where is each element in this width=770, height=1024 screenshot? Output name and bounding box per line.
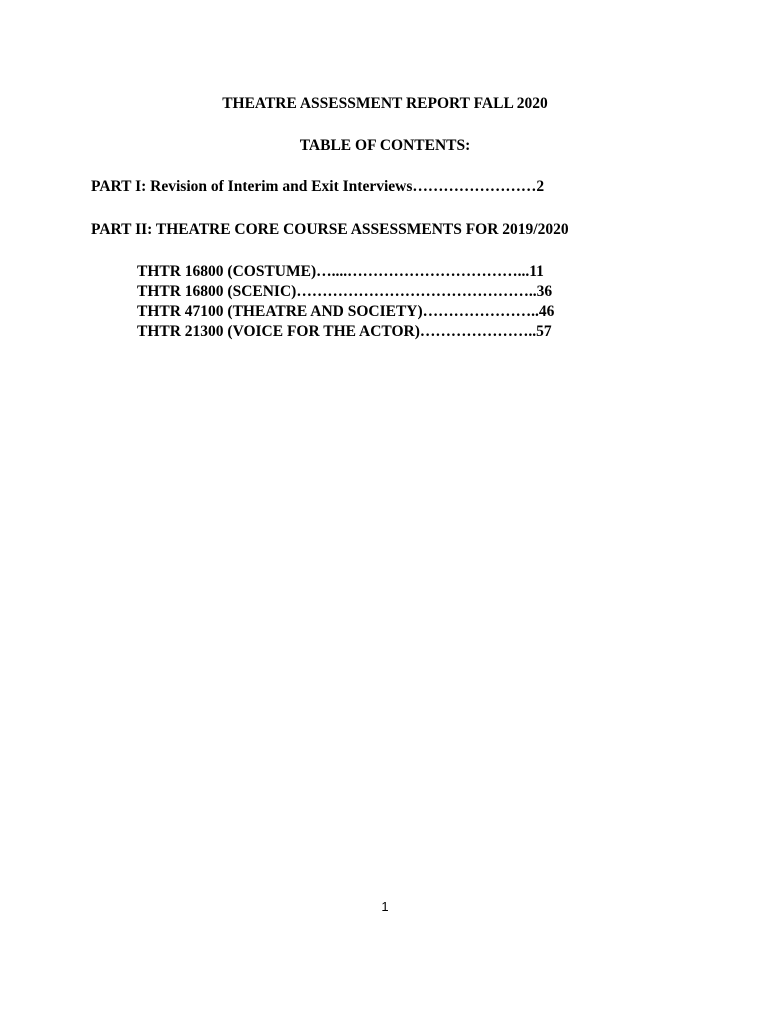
toc-entry-part-two: PART II: THEATRE CORE COURSE ASSESSMENTS FOR 2019/2020 [91, 221, 569, 238]
toc-entry-costume: THTR 16800 (COSTUME)…....……………………………...11 [137, 263, 544, 280]
toc-entry-scenic: THTR 16800 (SCENIC)………………………………………..36 [137, 283, 553, 300]
document-title: THEATRE ASSESSMENT REPORT FALL 2020 [222, 95, 548, 112]
table-of-contents-heading: TABLE OF CONTENTS: [299, 137, 471, 154]
toc-entry-part-one: PART I: Revision of Interim and Exit Interviews……………………2 [91, 178, 545, 195]
course-assessment-list [137, 262, 554, 342]
page-number: 1 [381, 899, 389, 914]
toc-entry-voice-for-the-actor: THTR 21300 (VOICE FOR THE ACTOR)…………………..57 [137, 323, 552, 340]
toc-entry-theatre-and-society: THTR 47100 (THEATRE AND SOCIETY)…………………..46 [137, 303, 555, 320]
